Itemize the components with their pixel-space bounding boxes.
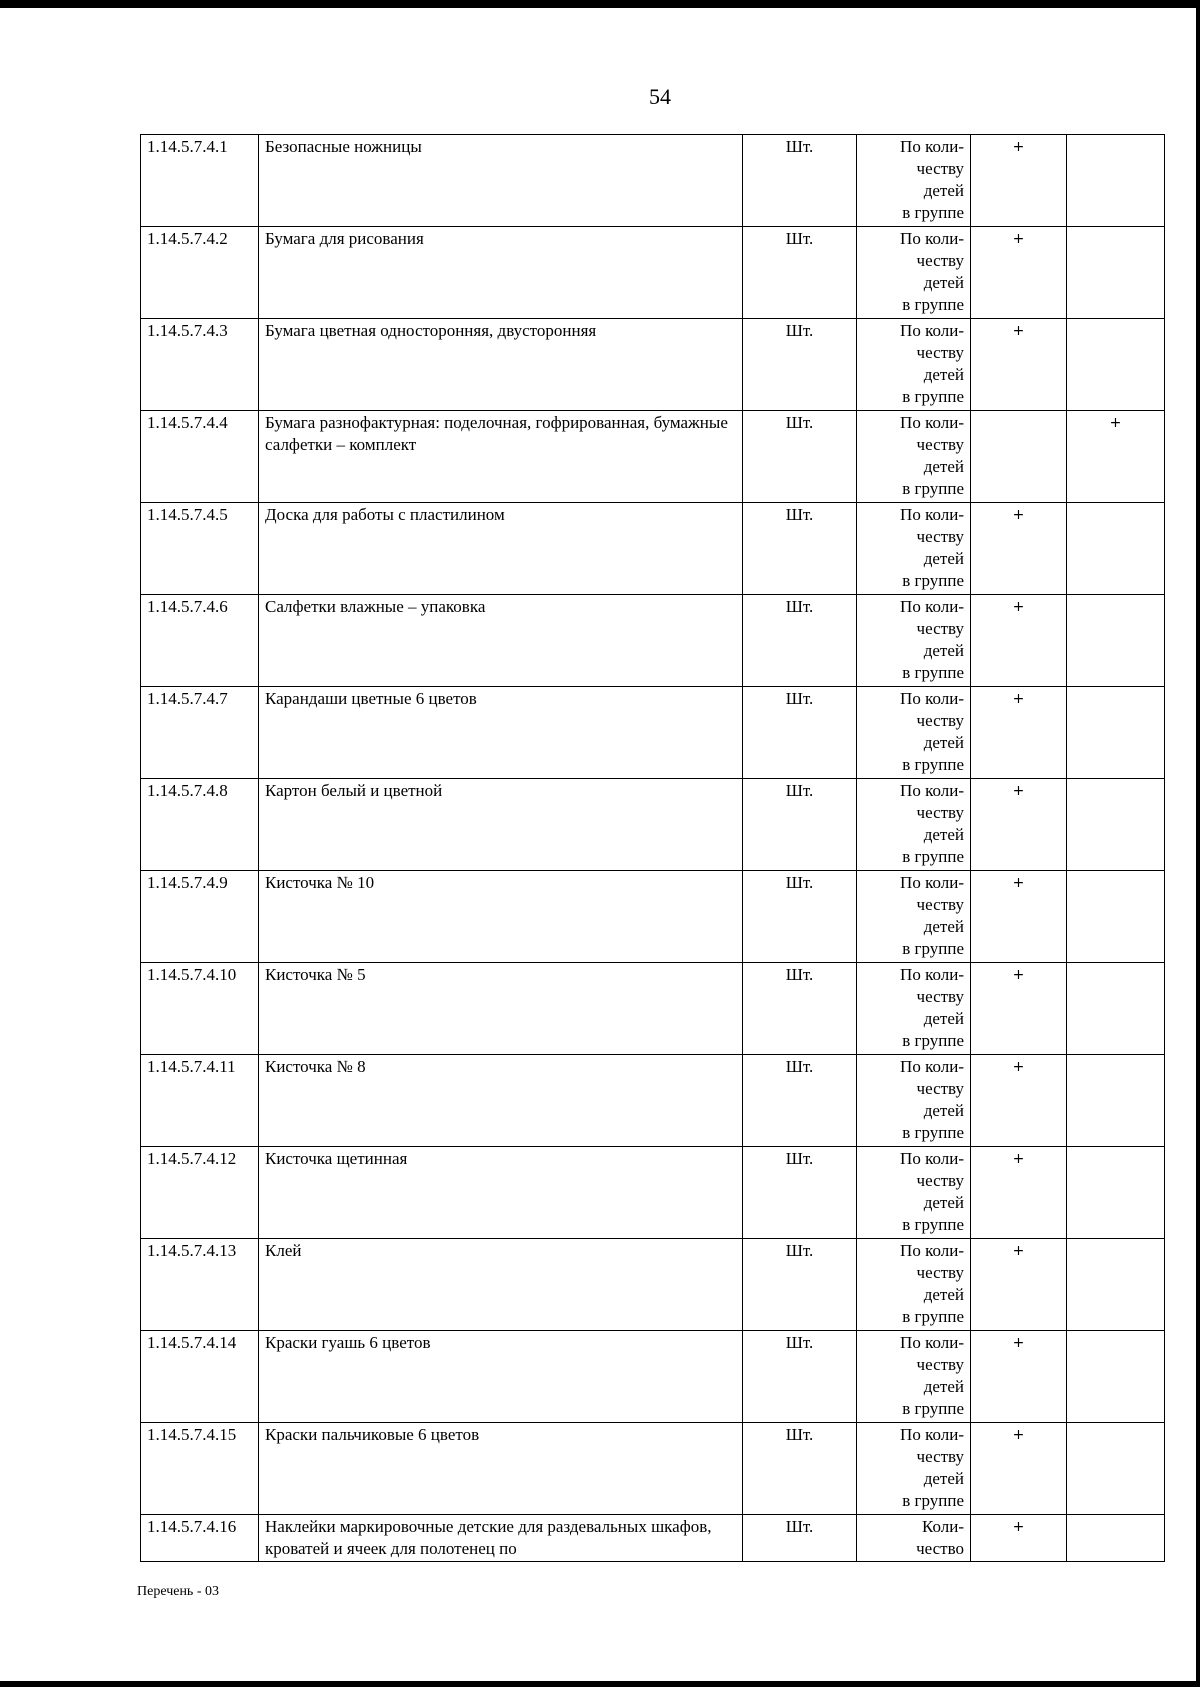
quantity-line: честву [916, 527, 964, 546]
table-row [141, 227, 1165, 319]
item-code: 1.14.5.7.4.10 [141, 963, 259, 1055]
scan-border-right [1196, 0, 1200, 1687]
quantity-line: По коли- [900, 1149, 964, 1168]
item-quantity [857, 963, 971, 1055]
quantity-line: детей [923, 825, 964, 844]
mark-column-b [1067, 1055, 1165, 1147]
mark-column-b [1067, 227, 1165, 319]
item-name: Кисточка № 5 [259, 963, 743, 1055]
item-code: 1.14.5.7.4.8 [141, 779, 259, 871]
quantity-line: По коли- [900, 873, 964, 892]
item-unit: Шт. [743, 963, 857, 1055]
item-code: 1.14.5.7.4.12 [141, 1147, 259, 1239]
quantity-line: детей [923, 549, 964, 568]
item-quantity [857, 1147, 971, 1239]
equipment-table [140, 134, 1165, 1562]
quantity-line: в группе [902, 1215, 964, 1234]
table-row [141, 1147, 1165, 1239]
item-unit: Шт. [743, 227, 857, 319]
table-row [141, 1515, 1165, 1562]
mark-column-a: + [971, 319, 1067, 411]
quantity-line: честву [916, 1355, 964, 1374]
item-unit: Шт. [743, 1515, 857, 1562]
quantity-line: По коли- [900, 137, 964, 156]
quantity-line: честву [916, 1079, 964, 1098]
quantity-line: детей [923, 917, 964, 936]
table-row [141, 779, 1165, 871]
quantity-line: детей [923, 457, 964, 476]
quantity-line: По коли- [900, 597, 964, 616]
item-quantity [857, 1239, 971, 1331]
item-name: Бумага разнофактурная: поделочная, гофрированная, бумажные салфетки – комплект [259, 411, 743, 503]
quantity-line: детей [923, 181, 964, 200]
mark-column-b [1067, 135, 1165, 227]
mark-column-a: + [971, 135, 1067, 227]
item-name: Салфетки влажные – упаковка [259, 595, 743, 687]
table-row [141, 135, 1165, 227]
mark-column-b [1067, 871, 1165, 963]
quantity-line: детей [923, 273, 964, 292]
item-name: Кисточка № 8 [259, 1055, 743, 1147]
mark-column-a: + [971, 871, 1067, 963]
table-row [141, 411, 1165, 503]
item-quantity [857, 411, 971, 503]
item-name: Картон белый и цветной [259, 779, 743, 871]
mark-column-b [1067, 1515, 1165, 1562]
item-quantity [857, 1055, 971, 1147]
item-quantity [857, 227, 971, 319]
item-name: Кисточка щетинная [259, 1147, 743, 1239]
mark-column-a: + [971, 227, 1067, 319]
item-unit: Шт. [743, 319, 857, 411]
quantity-line: честву [916, 159, 964, 178]
quantity-line: честву [916, 711, 964, 730]
quantity-line: детей [923, 1193, 964, 1212]
item-quantity [857, 871, 971, 963]
quantity-line: честву [916, 251, 964, 270]
quantity-line: По коли- [900, 1425, 964, 1444]
item-quantity [857, 779, 971, 871]
quantity-line: По коли- [900, 1057, 964, 1076]
quantity-line: детей [923, 1285, 964, 1304]
quantity-line: детей [923, 1469, 964, 1488]
item-code: 1.14.5.7.4.2 [141, 227, 259, 319]
quantity-line: По коли- [900, 505, 964, 524]
item-name: Бумага для рисования [259, 227, 743, 319]
quantity-line: детей [923, 1009, 964, 1028]
item-name: Наклейки маркировочные детские для раздевальных шкафов, кроватей и ячеек для полотенец по [259, 1515, 743, 1562]
quantity-line: чество [916, 1539, 964, 1558]
quantity-line: честву [916, 803, 964, 822]
mark-column-a [971, 411, 1067, 503]
quantity-line: честву [916, 435, 964, 454]
quantity-line: в группе [902, 1031, 964, 1050]
mark-column-b [1067, 503, 1165, 595]
item-unit: Шт. [743, 779, 857, 871]
quantity-line: детей [923, 733, 964, 752]
item-code: 1.14.5.7.4.15 [141, 1423, 259, 1515]
footer-label: Перечень - 03 [137, 1584, 219, 1599]
quantity-line: в группе [902, 847, 964, 866]
quantity-line: честву [916, 343, 964, 362]
item-unit: Шт. [743, 135, 857, 227]
mark-column-b: + [1067, 411, 1165, 503]
item-quantity [857, 595, 971, 687]
item-name: Краски гуашь 6 цветов [259, 1331, 743, 1423]
item-name: Клей [259, 1239, 743, 1331]
quantity-line: честву [916, 1263, 964, 1282]
mark-column-a: + [971, 1239, 1067, 1331]
quantity-line: в группе [902, 1399, 964, 1418]
quantity-line: По коли- [900, 413, 964, 432]
quantity-line: По коли- [900, 1241, 964, 1260]
item-name: Кисточка № 10 [259, 871, 743, 963]
item-name: Доска для работы с пластилином [259, 503, 743, 595]
item-code: 1.14.5.7.4.3 [141, 319, 259, 411]
item-quantity [857, 135, 971, 227]
mark-column-b [1067, 1239, 1165, 1331]
item-unit: Шт. [743, 687, 857, 779]
item-code: 1.14.5.7.4.4 [141, 411, 259, 503]
item-quantity [857, 687, 971, 779]
table-row [141, 1423, 1165, 1515]
item-unit: Шт. [743, 871, 857, 963]
quantity-line: По коли- [900, 1333, 964, 1352]
mark-column-a: + [971, 779, 1067, 871]
table-row [141, 687, 1165, 779]
item-code: 1.14.5.7.4.13 [141, 1239, 259, 1331]
mark-column-b [1067, 319, 1165, 411]
item-quantity [857, 1331, 971, 1423]
mark-column-b [1067, 1423, 1165, 1515]
item-code: 1.14.5.7.4.1 [141, 135, 259, 227]
quantity-line: честву [916, 1447, 964, 1466]
mark-column-b [1067, 963, 1165, 1055]
mark-column-b [1067, 1331, 1165, 1423]
item-code: 1.14.5.7.4.9 [141, 871, 259, 963]
item-name: Бумага цветная односторонняя, двусторонняя [259, 319, 743, 411]
quantity-line: детей [923, 1377, 964, 1396]
quantity-line: честву [916, 895, 964, 914]
mark-column-a: + [971, 1331, 1067, 1423]
mark-column-a: + [971, 963, 1067, 1055]
mark-column-b [1067, 779, 1165, 871]
quantity-line: детей [923, 365, 964, 384]
item-unit: Шт. [743, 1147, 857, 1239]
item-unit: Шт. [743, 411, 857, 503]
mark-column-a: + [971, 1055, 1067, 1147]
table-row [141, 319, 1165, 411]
quantity-line: детей [923, 641, 964, 660]
table-row [141, 871, 1165, 963]
table-body [141, 135, 1165, 1562]
table-row [141, 1331, 1165, 1423]
mark-column-a: + [971, 1147, 1067, 1239]
table-row [141, 1055, 1165, 1147]
mark-column-b [1067, 1147, 1165, 1239]
quantity-line: в группе [902, 571, 964, 590]
quantity-line: в группе [902, 663, 964, 682]
item-code: 1.14.5.7.4.16 [141, 1515, 259, 1562]
mark-column-a: + [971, 1423, 1067, 1515]
item-code: 1.14.5.7.4.14 [141, 1331, 259, 1423]
item-unit: Шт. [743, 503, 857, 595]
item-unit: Шт. [743, 1423, 857, 1515]
scan-border-top [0, 0, 1200, 8]
item-code: 1.14.5.7.4.11 [141, 1055, 259, 1147]
item-quantity [857, 319, 971, 411]
quantity-line: По коли- [900, 321, 964, 340]
item-quantity [857, 1515, 971, 1562]
mark-column-b [1067, 687, 1165, 779]
quantity-line: в группе [902, 295, 964, 314]
item-unit: Шт. [743, 1331, 857, 1423]
quantity-line: Коли- [921, 1517, 964, 1536]
item-unit: Шт. [743, 1055, 857, 1147]
mark-column-a: + [971, 687, 1067, 779]
mark-column-a: + [971, 1515, 1067, 1562]
quantity-line: в группе [902, 939, 964, 958]
quantity-line: честву [916, 619, 964, 638]
item-unit: Шт. [743, 1239, 857, 1331]
item-code: 1.14.5.7.4.6 [141, 595, 259, 687]
quantity-line: в группе [902, 755, 964, 774]
mark-column-b [1067, 595, 1165, 687]
item-name: Карандаши цветные 6 цветов [259, 687, 743, 779]
item-code: 1.14.5.7.4.5 [141, 503, 259, 595]
page-number: 54 [649, 84, 671, 109]
item-name: Безопасные ножницы [259, 135, 743, 227]
quantity-line: честву [916, 1171, 964, 1190]
item-unit: Шт. [743, 595, 857, 687]
quantity-line: По коли- [900, 689, 964, 708]
table-row [141, 595, 1165, 687]
table-row [141, 963, 1165, 1055]
item-name: Краски пальчиковые 6 цветов [259, 1423, 743, 1515]
quantity-line: в группе [902, 1123, 964, 1142]
item-quantity [857, 1423, 971, 1515]
quantity-line: в группе [902, 479, 964, 498]
quantity-line: По коли- [900, 229, 964, 248]
mark-column-a: + [971, 503, 1067, 595]
quantity-line: детей [923, 1101, 964, 1120]
item-code: 1.14.5.7.4.7 [141, 687, 259, 779]
item-quantity [857, 503, 971, 595]
quantity-line: По коли- [900, 781, 964, 800]
quantity-line: в группе [902, 1491, 964, 1510]
quantity-line: честву [916, 987, 964, 1006]
table-row [141, 1239, 1165, 1331]
quantity-line: По коли- [900, 965, 964, 984]
quantity-line: в группе [902, 1307, 964, 1326]
table-row [141, 503, 1165, 595]
quantity-line: в группе [902, 387, 964, 406]
scan-border-bottom [0, 1681, 1200, 1687]
quantity-line: в группе [902, 203, 964, 222]
mark-column-a: + [971, 595, 1067, 687]
